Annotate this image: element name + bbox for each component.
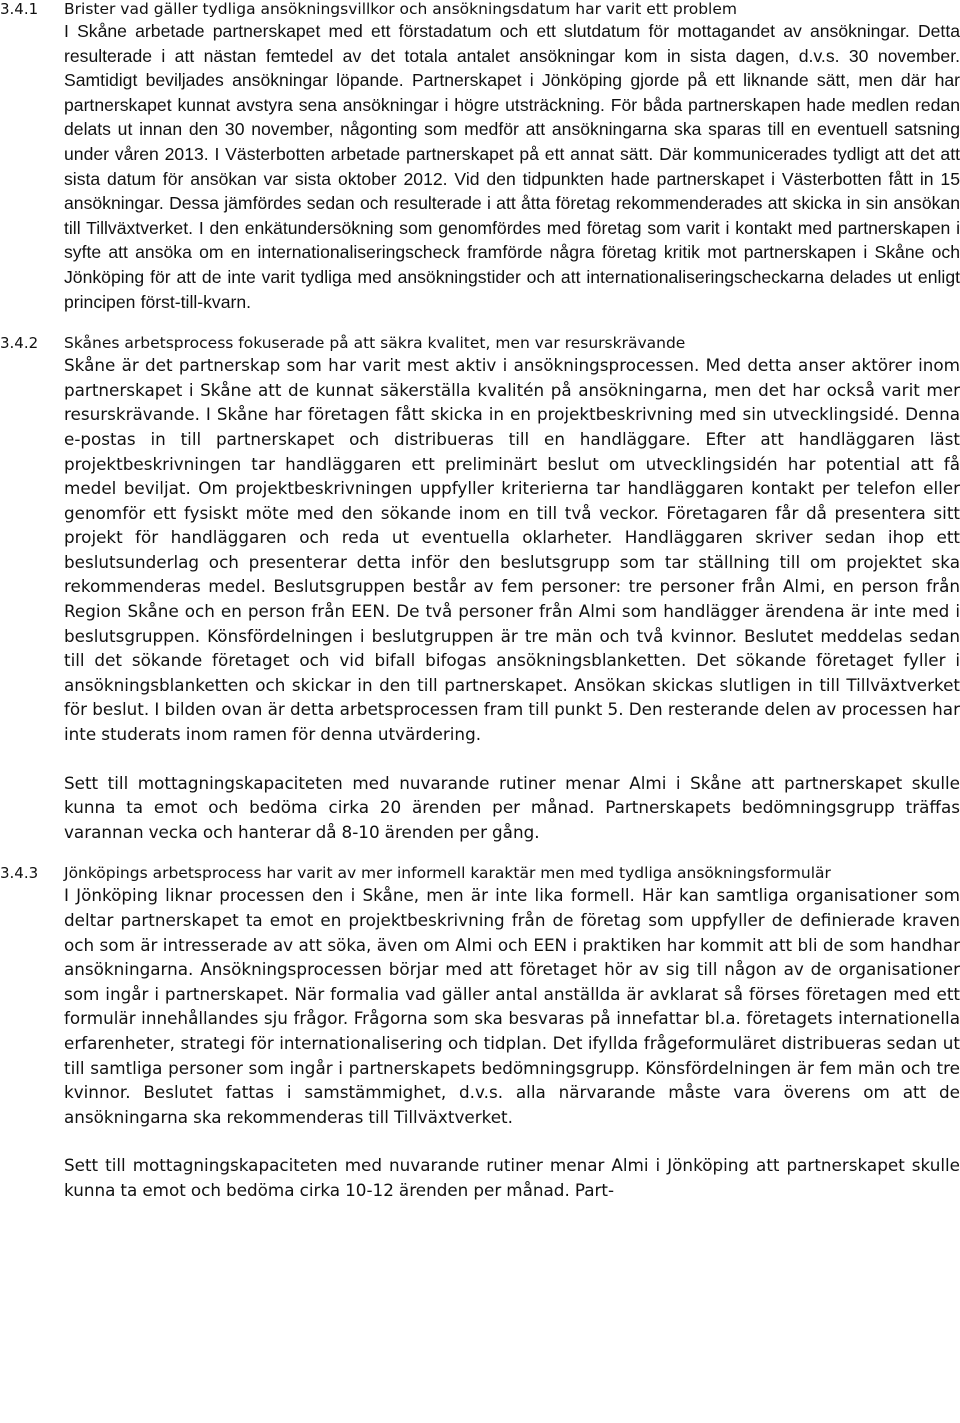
section-heading: Jönköpings arbetsprocess har varit av mer informell karaktär men med tydliga ansökningsformulär bbox=[64, 864, 831, 883]
section-number: 3.4.2 bbox=[0, 334, 39, 353]
section-number: 3.4.1 bbox=[0, 0, 39, 18]
section-paragraph: I Jönköping liknar processen den i Skåne, men är inte lika formell. Här kan samtliga organisationer som deltar partnerskapet ta emot en projektbeskrivning från de företag som uppfyller de definierade kraven och som är intresserade av att söka, även om Almi och EEN i praktiken har kommit att bli de som handhar ansökningarna. Ansökningsprocessen börjar med att företaget hör av sig till någon av de organisationer som ingår i partnerskapet. När formalia vad gäller antal anställda är avklarat så förses företagen med ett formulär innehållandes sju frågor. Frågorna som ska besvaras på innefattar bl.a. företagets internationella erfarenheter, strategi för internationalisering och tidplan. Det ifyllda frågeformuläret distribueras sedan ut till samtliga personer som ingår i partnerskapets bedömningsgrupp. Könsfördelningen är fem män och tre kvinnor. Beslutet fattas i samstämmighet, d.v.s. alla närvarande måste vara överens om att de ansökningarna ska rekommenderas till Tillväxtverket. bbox=[64, 885, 960, 1127]
section-paragraph: Sett till mottagningskapaciteten med nuvarande rutiner menar Almi i Jönköping att partnerskapet skulle kunna ta emot och bedöma cirka 10-12 ärenden per månad. Part- bbox=[64, 1155, 960, 1200]
section-paragraph: Sett till mottagningskapaciteten med nuvarande rutiner menar Almi i Skåne att partnerskapet skulle kunna ta emot och bedöma cirka 20 ärenden per månad. Partnerskapets bedömningsgrupp träffas varannan vecka och hanterar då 8-10 ärenden per gång. bbox=[64, 772, 960, 842]
section-number: 3.4.3 bbox=[0, 864, 39, 883]
section-3-4-1 bbox=[0, 0, 960, 314]
section-paragraph: I Skåne arbetade partnerskapet med ett förstadatum och ett slutdatum för mottagandet av ansökningar. Detta resulterade i att nästan femtedel av det totala antalet ansökningar kom in sista dagen, d.v.s. 30 november. Samtidigt beviljades ansökningar löpande. Partnerskapet i Jönköping gjorde på ett liknande sätt, men där har partnerskapet kunnat avstyra sena ansökningar i högre utsträckning. För båda partnerskapen hade medlen redan delats ut innan den 30 november, någonting som medför att ansökningarna ska sparas till en eventuell satsning under våren 2013. I Västerbotten arbetade partnerskapet på ett annat sätt. Där kommunicerades tydligt att det att sista datum för ansökan var sista oktober 2012. Vid den tidpunkten hade partnerskapet i Västerbotten fått in 15 ansökningar. Dessa jämfördes sedan och resulterade i att åtta företag rekommenderades att skicka in sin ansökan till Tillväxtverket. I den enkätundersökning som genomfördes med företag som varit i kontakt med partnerskapen i syfte att ansöka om en internationaliseringscheck framförde några företag kritik mot partnerskapen i Skåne och Jönköping för att de inte varit tydliga med ansökningstider och att internationaliseringscheckarna delades ut enligt principen först-till-kvarn. bbox=[64, 21, 960, 312]
section-paragraph: Skåne är det partnerskap som har varit mest aktiv i ansökningsprocessen. Med detta anser aktörer inom partnerskapet i Skåne att de kunnat säkerställa kvalitén på ansökningarna, men det har också varit mer resurskrävande. I Skåne har företagen fått skicka in en projektbeskrivning med sin utvecklingsidé. Denna e-postas in till partnerskapet och distribueras till en handläggare. Efter att handläggaren läst projektbeskrivningen tar handläggaren ett preliminärt beslut om utvecklingsidén har potential att få medel beviljat. Om projektbeskrivningen uppfyller kriterierna tar handläggaren kontakt per telefon eller genomför ett fysiskt möte med den sökande inom en till två veckor. Företagaren får då presentera sitt projekt för handläggaren och reda ut eventuella oklarheter. Handläggaren skriver sedan ihop ett beslutsunderlag och presenterar detta inför den beslutsgrupp som tar ställning till om projektet ska rekommenderas medel. Beslutsgruppen består av fem personer: tre personer från Almi, en person från Region Skåne och en person från EEN. De två personer från Almi som handlägger ärendena är inte med i beslutsgruppen. Könsfördelningen i beslutgruppen är tre män och två kvinnor. Beslutet meddelas sedan till det sökande företaget och vid bifall bifogas ansökningsblanketten. Det sökande företaget fyller i ansökningsblanketten och skickar in den till partnerskapet. Ansökan skickas slutligen in till Tillväxtverket för beslut. I bilden ovan är detta arbetsprocessen fram till punkt 5. Den resterande delen av processen har inte studerats inom ramen för denna utvärdering. bbox=[64, 355, 960, 745]
paragraph-gap bbox=[0, 1129, 960, 1153]
section-heading: Skånes arbetsprocess fokuserade på att säkra kvalitet, men var resurskrävande bbox=[64, 334, 686, 353]
section-3-4-2 bbox=[0, 334, 960, 844]
paragraph-gap bbox=[0, 747, 960, 771]
section-3-4-3 bbox=[0, 864, 960, 1202]
section-heading: Brister vad gäller tydliga ansökningsvillkor och ansökningsdatum har varit ett problem bbox=[64, 0, 737, 18]
